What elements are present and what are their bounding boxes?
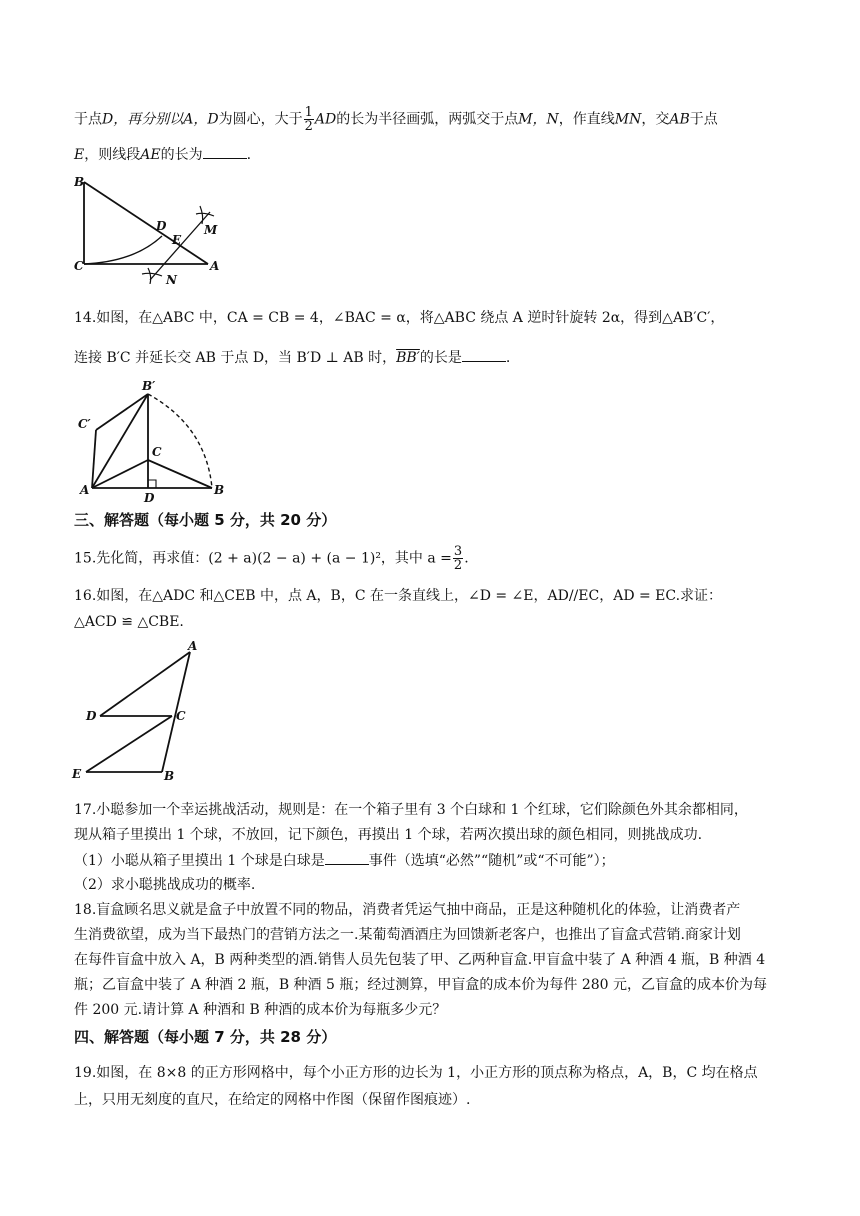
fig13-label-N: N xyxy=(166,273,177,284)
q14-line-2: 连接 B′C 并延长交 AB 于点 D，当 B′D ⊥ AB 时，BB′的长是 . xyxy=(74,347,794,368)
q13-figure xyxy=(74,172,234,284)
fig13-label-E: E xyxy=(172,233,182,247)
answer-blank xyxy=(325,850,369,865)
answer-blank xyxy=(203,144,247,159)
q15-line: 15.先化简，再求值：(2 + a)(2 − a) + (a − 1)²，其中 a = $\frac{3}{2}$ . xyxy=(74,544,469,573)
fig14-label-C: C xyxy=(152,445,162,459)
q18-line-3: 在每件盲盒中放入 A，B 两种类型的酒.销售人员先包装了甲、乙两种盲盒.甲盲盒中装了 A 种酒 4 瓶，B 种酒 4 xyxy=(74,952,766,968)
q18-line-1: 18.盲盒顾名思义就是盒子中放置不同的物品，消费者凭运气抽中商品，正是这种随机化的体验，让消费者产 xyxy=(74,902,741,918)
q17-line-1: 17.小聪参加一个幸运挑战活动，规则是：在一个箱子里有 3 个白球和 1 个红球，它们除颜色外其余都相同， xyxy=(74,802,748,818)
fig16-label-D: D xyxy=(86,709,97,723)
fig16-label-C: C xyxy=(176,709,186,723)
q13-line-2: E，则线段AE的长为 . xyxy=(74,144,794,165)
fig14-label-D: D xyxy=(144,491,155,504)
fig16-label-A: A xyxy=(188,640,198,653)
fig13-label-A: A xyxy=(210,259,220,273)
fig13-label-B: B xyxy=(74,175,85,189)
fig13-label-D: D xyxy=(156,219,167,233)
fig14-label-B-prime: B′ xyxy=(142,379,156,393)
fig14-label-A: A xyxy=(80,483,90,497)
q14-figure xyxy=(74,376,234,504)
q16-line-1: 16.如图，在△ADC 和△CEB 中，点 A，B，C 在一条直线上，∠D = ∠E，AD//EC，AD = EC.求证： xyxy=(74,588,723,604)
section-3-title: 三、解答题（每小题 5 分，共 20 分） xyxy=(74,511,337,529)
fig14-label-C-prime: C′ xyxy=(78,417,91,431)
fig13-label-M: M xyxy=(204,223,218,237)
q19-line-2: 上，只用无刻度的直尺，在给定的网格中作图（保留作图痕迹）. xyxy=(74,1092,471,1108)
q17-sub-2: （2）求小聪挑战成功的概率. xyxy=(74,877,256,893)
q14-line-1: 14.如图，在△ABC 中，CA = CB = 4，∠BAC = α，将△ABC 绕点 A 逆时针旋转 2α，得到△AB′C′， xyxy=(74,310,725,326)
q19-line-1: 19.如图，在 8×8 的正方形网格中，每个小正方形的边长为 1，小正方形的顶点称为格点，A，B，C 均在格点 xyxy=(74,1065,758,1081)
q13-line-1: 于点D，再分别以A，D为圆心，大于 $\frac{1}{2}$ AD的长为半径画弧，两弧交于点M，N，作直线MN，交AB于点 xyxy=(74,105,718,134)
q16-figure xyxy=(70,640,210,786)
q16-line-2: △ACD ≌ △CBE. xyxy=(74,614,184,630)
q18-line-5: 件 200 元.请计算 A 种酒和 B 种酒的成本价为每瓶多少元？ xyxy=(74,1002,447,1018)
q17-sub-1: （1）小聪从箱子里摸出 1 个球是白球是 事件（选填“必然”“随机”或“不可能”）； xyxy=(74,850,794,871)
section-4-title: 四、解答题（每小题 7 分，共 28 分） xyxy=(74,1028,337,1046)
fig16-label-B: B xyxy=(164,769,175,783)
q13-fraction: $\frac{1}{2}$ xyxy=(304,105,313,134)
q17-line-2: 现从箱子里摸出 1 个球，不放回，记下颜色，再摸出 1 个球，若两次摸出球的颜色相同，则挑战成功. xyxy=(74,827,703,843)
q18-line-4: 瓶；乙盲盒中装了 A 种酒 2 瓶，B 种酒 5 瓶；经过测算，甲盲盒的成本价为每件 280 元，乙盲盒的成本价为每 xyxy=(74,977,767,993)
fig13-label-C: C xyxy=(74,259,84,273)
answer-blank xyxy=(462,347,506,362)
q18-line-2: 生消费欲望，成为当下最热门的营销方法之一.某葡萄酒酒庄为回馈新老客户，也推出了盲盒式营销.商家计划 xyxy=(74,927,741,943)
q15-fraction: $\frac{3}{2}$ xyxy=(453,544,463,573)
fig14-label-B: B xyxy=(214,483,225,497)
fig16-label-E: E xyxy=(72,767,82,781)
arc-bb-prime: BB′ xyxy=(396,350,420,366)
